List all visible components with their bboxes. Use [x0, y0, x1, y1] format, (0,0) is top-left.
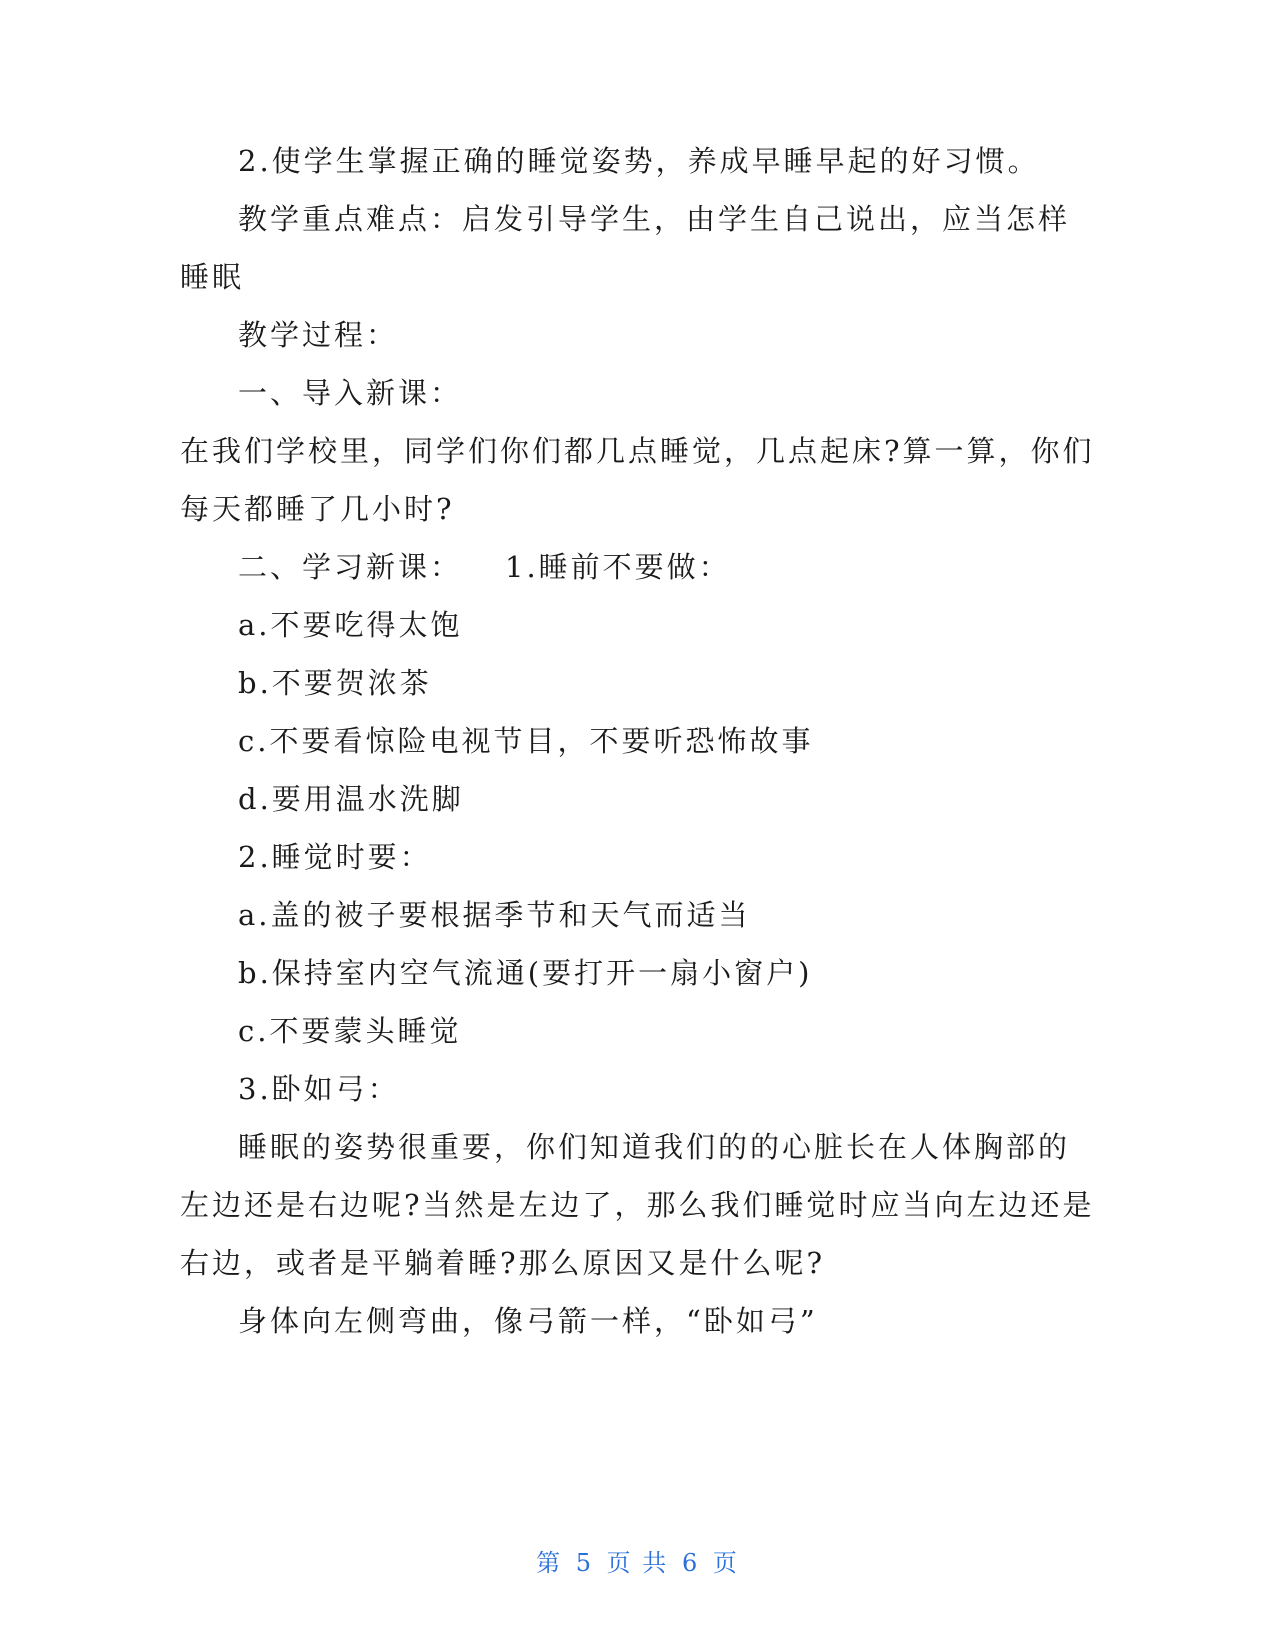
footer-prefix: 第: [536, 1549, 563, 1577]
paragraph-intro-question-cont: 每天都睡了几小时?: [180, 492, 455, 526]
paragraph-key-points: 教学重点难点：启发引导学生，由学生自己说出，应当怎样: [238, 202, 1071, 236]
heading-teaching-process: 教学过程：: [238, 318, 399, 352]
subheading-lie-like-bow: 3.卧如弓：: [238, 1072, 400, 1106]
paragraph-key-points-cont: 睡眠: [180, 260, 245, 294]
list-item-before-sleep-a: a.不要吃得太饱: [238, 608, 463, 642]
paragraph-posture: 睡眠的姿势很重要，你们知道我们的的心脏长在人体胸部的: [238, 1130, 1071, 1164]
footer-total-pages: 6: [681, 1549, 700, 1577]
list-item-before-sleep-c: c.不要看惊险电视节目，不要听恐怖故事: [238, 724, 814, 758]
footer-middle: 页 共: [606, 1549, 669, 1577]
page-footer: [0, 1543, 1275, 1578]
paragraph-bow-description: 身体向左侧弯曲，像弓箭一样，“卧如弓”: [238, 1304, 818, 1338]
paragraph-intro-question: 在我们学校里，同学们你们都几点睡觉，几点起床?算一算，你们: [180, 434, 1095, 468]
list-item-while-sleeping-a: a.盖的被子要根据季节和天气而适当: [238, 898, 751, 932]
subheading-while-sleeping: 2.睡觉时要：: [238, 840, 432, 874]
paragraph-objective-2: 2.使学生掌握正确的睡觉姿势，养成早睡早起的好习惯。: [238, 144, 1040, 178]
heading-intro: 一、导入新课：: [238, 376, 463, 410]
footer-suffix: 页: [712, 1549, 739, 1577]
list-item-while-sleeping-c: c.不要蒙头睡觉: [238, 1014, 462, 1048]
list-item-before-sleep-b: b.不要贺浓茶: [238, 666, 432, 700]
paragraph-posture-cont-1: 左边还是右边呢?当然是左边了，那么我们睡觉时应当向左边还是: [180, 1188, 1095, 1222]
list-item-before-sleep-d: d.要用温水洗脚: [238, 782, 464, 816]
list-item-while-sleeping-b: b.保持室内空气流通(要打开一扇小窗户): [238, 956, 813, 990]
footer-page-number: 5: [575, 1549, 594, 1577]
paragraph-posture-cont-2: 右边，或者是平躺着睡?那么原因又是什么呢?: [180, 1246, 826, 1280]
subheading-before-sleep: 1.睡前不要做：: [505, 550, 731, 584]
heading-new-lesson: 二、学习新课：: [238, 550, 463, 584]
